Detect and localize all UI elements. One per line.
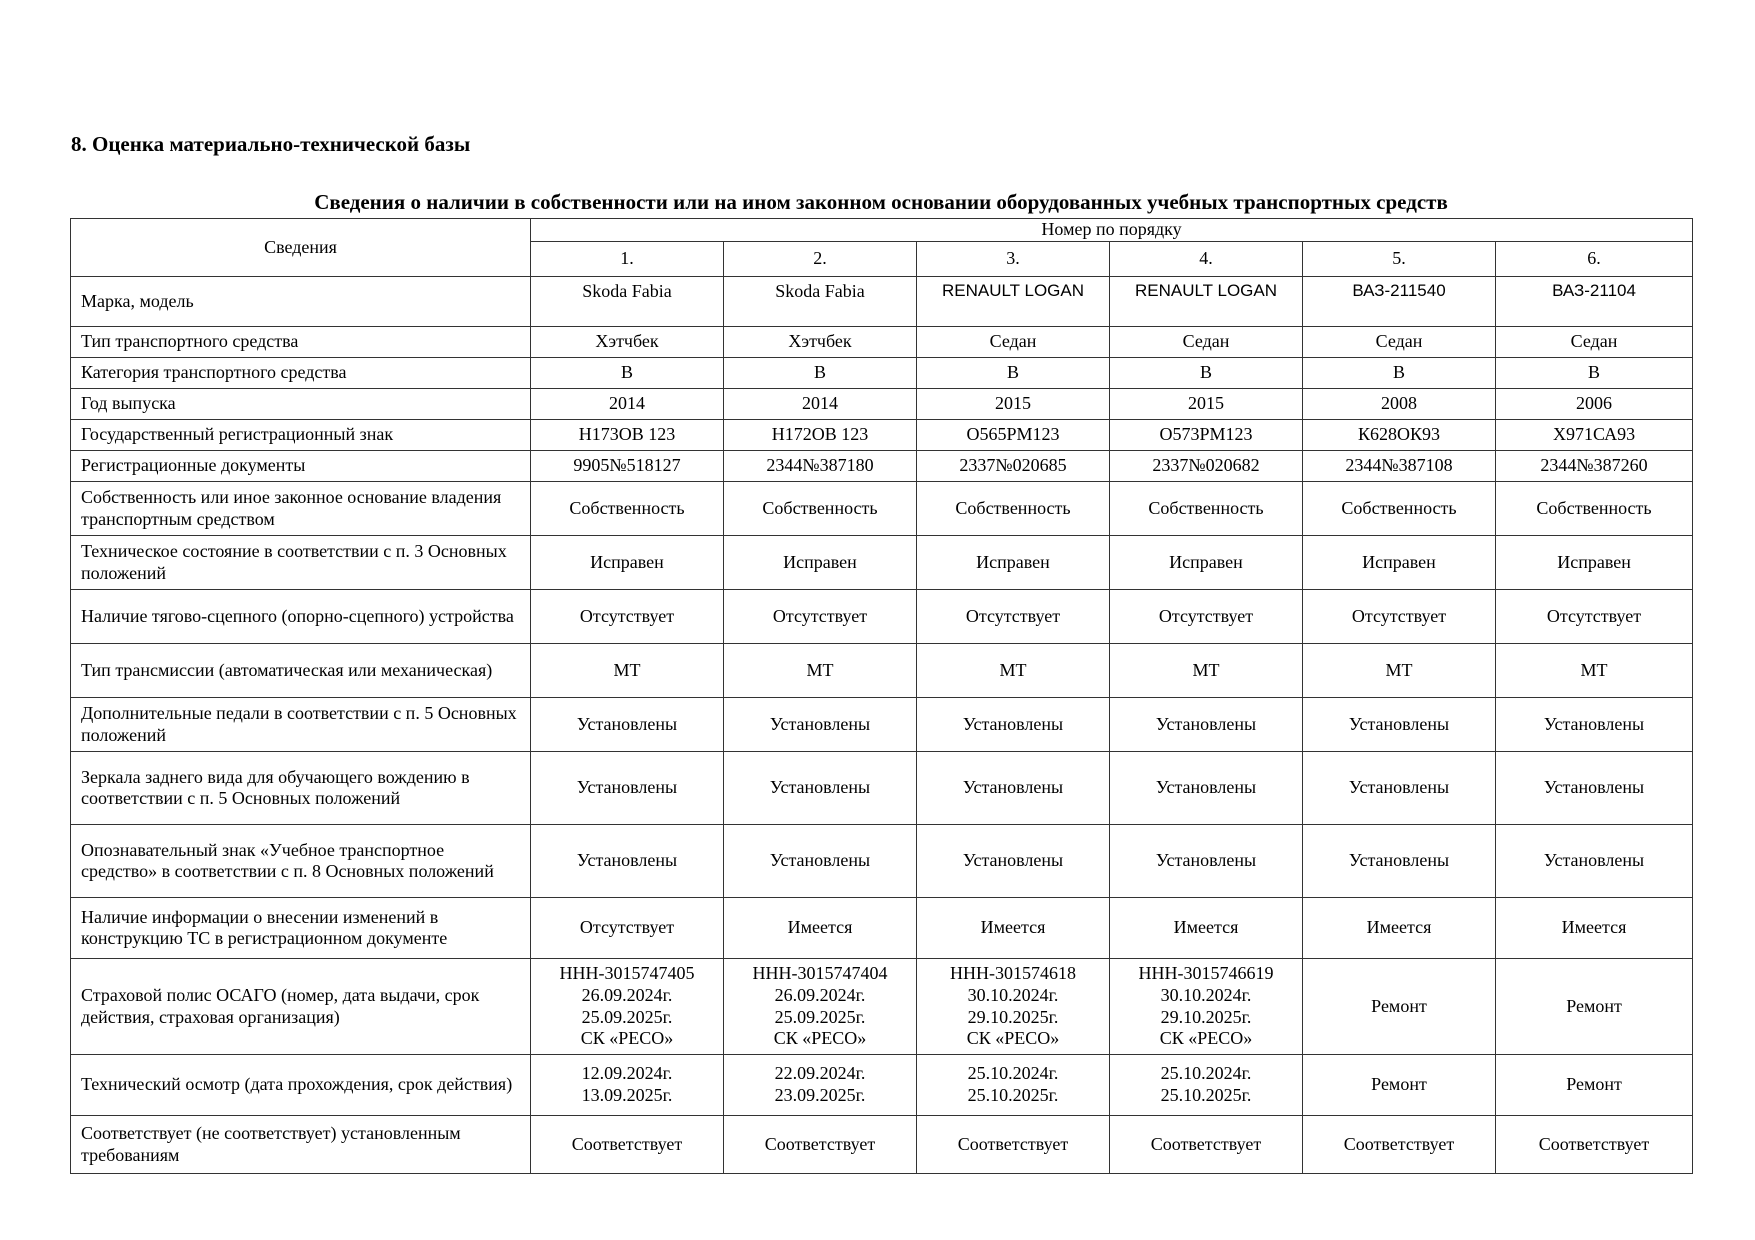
- table-row: [71, 752, 1693, 825]
- value-line: 29.10.2025г.: [1160, 1006, 1252, 1027]
- value-cell: 2015: [1110, 389, 1303, 420]
- value-cell: ВАЗ-211540: [1303, 277, 1496, 327]
- header-group-cell: Номер по порядку: [531, 219, 1693, 242]
- value-cell: Имеется: [724, 898, 917, 959]
- header-number-cell: 2.: [724, 242, 917, 277]
- value-cell: В: [724, 358, 917, 389]
- value-cell: [1496, 959, 1693, 1055]
- value-cell: Установлены: [531, 698, 724, 752]
- value-cell: Отсутствует: [724, 590, 917, 644]
- value-line: 25.10.2025г.: [1160, 1085, 1252, 1105]
- value-cell: Имеется: [1110, 898, 1303, 959]
- value-line: Ремонт: [1371, 995, 1427, 1016]
- header-row-group: [71, 219, 1693, 242]
- value-cell: О573РМ123: [1110, 420, 1303, 451]
- value-cell: [1303, 1055, 1496, 1116]
- value-cell: Отсутствует: [917, 590, 1110, 644]
- table-caption: Сведения о наличии в собственности или на ином законном основании оборудованных учебных транспортных средств: [314, 190, 1448, 214]
- value-cell: [917, 1055, 1110, 1116]
- value-cell: Соответствует: [917, 1116, 1110, 1174]
- value-cell: Отсутствует: [1496, 590, 1693, 644]
- value-line: 25.10.2025г.: [967, 1085, 1059, 1105]
- value-cell: [1303, 959, 1496, 1055]
- value-cell: Соответствует: [1110, 1116, 1303, 1174]
- value-cell: [1110, 959, 1303, 1055]
- table-row: [71, 898, 1693, 959]
- value-cell: Собственность: [1496, 482, 1693, 536]
- value-cell: Собственность: [724, 482, 917, 536]
- row-label-cell: Марка, модель: [71, 277, 531, 327]
- value-cell: Собственность: [917, 482, 1110, 536]
- header-number-cell: 3.: [917, 242, 1110, 277]
- value-cell: Установлены: [1303, 825, 1496, 898]
- value-cell: Исправен: [1496, 536, 1693, 590]
- row-label-cell: Категория транспортного средства: [71, 358, 531, 389]
- value-cell: 2014: [531, 389, 724, 420]
- row-label-cell: Регистрационные документы: [71, 451, 531, 482]
- value-cell: Установлены: [531, 752, 724, 825]
- value-cell: [531, 1055, 724, 1116]
- value-line: СК «РЕСО»: [773, 1028, 867, 1049]
- row-label-cell: Государственный регистрационный знак: [71, 420, 531, 451]
- value-cell: [1496, 1055, 1693, 1116]
- value-cell: Исправен: [531, 536, 724, 590]
- value-line: 26.09.2024г.: [581, 984, 673, 1005]
- value-cell: В: [917, 358, 1110, 389]
- value-cell: Седан: [1303, 327, 1496, 358]
- value-cell: 2014: [724, 389, 917, 420]
- table-row: [71, 536, 1693, 590]
- table-row: [71, 1055, 1693, 1116]
- value-cell: МТ: [531, 644, 724, 698]
- table-row: [71, 959, 1693, 1055]
- value-cell: [1110, 1055, 1303, 1116]
- value-line: Ремонт: [1371, 1074, 1427, 1095]
- value-cell: Собственность: [1303, 482, 1496, 536]
- header-number-cell: 1.: [531, 242, 724, 277]
- value-cell: В: [1496, 358, 1693, 389]
- value-cell: Skoda Fabia: [531, 277, 724, 327]
- table-row: [71, 420, 1693, 451]
- value-line: 12.09.2024г.: [581, 1063, 673, 1084]
- row-label-cell: Соответствует (не соответствует) установленным требованиям: [71, 1116, 531, 1174]
- row-label-cell: Наличие тягово-сцепного (опорно-сцепного) устройства: [71, 590, 531, 644]
- row-label-cell: Опознавательный знак «Учебное транспортное средство» в соответствии с п. 8 Основных положений: [71, 825, 531, 898]
- value-cell: Седан: [1110, 327, 1303, 358]
- value-line: 26.09.2024г.: [774, 984, 866, 1005]
- value-cell: Имеется: [917, 898, 1110, 959]
- value-cell: Установлены: [724, 698, 917, 752]
- value-cell: 2006: [1496, 389, 1693, 420]
- header-number-cell: 4.: [1110, 242, 1303, 277]
- table-row: [71, 327, 1693, 358]
- value-cell: Отсутствует: [531, 590, 724, 644]
- value-cell: Установлены: [1496, 698, 1693, 752]
- value-cell: МТ: [724, 644, 917, 698]
- value-cell: Имеется: [1496, 898, 1693, 959]
- value-line: 30.10.2024г.: [967, 984, 1059, 1005]
- row-label-cell: Тип транспортного средства: [71, 327, 531, 358]
- value-cell: В: [1303, 358, 1496, 389]
- value-cell: В: [531, 358, 724, 389]
- row-label-cell: Страховой полис ОСАГО (номер, дата выдачи, срок действия, страховая организация): [71, 959, 531, 1055]
- row-label-cell: Наличие информации о внесении изменений в конструкцию ТС в регистрационном документе: [71, 898, 531, 959]
- value-line: Ремонт: [1566, 1074, 1622, 1095]
- value-cell: Соответствует: [531, 1116, 724, 1174]
- row-label-cell: Собственность или иное законное основание владения транспортным средством: [71, 482, 531, 536]
- value-cell: Хэтчбек: [531, 327, 724, 358]
- value-cell: 9905№518127: [531, 451, 724, 482]
- value-cell: Исправен: [1303, 536, 1496, 590]
- value-cell: МТ: [1496, 644, 1693, 698]
- value-line: ННН-3015747405: [559, 963, 695, 984]
- value-cell: 2344№387260: [1496, 451, 1693, 482]
- vehicles-table: [70, 218, 1693, 1174]
- value-cell: Собственность: [1110, 482, 1303, 536]
- row-label-cell: Зеркала заднего вида для обучающего вождению в соответствии с п. 5 Основных положений: [71, 752, 531, 825]
- value-line: 25.09.2025г.: [774, 1006, 866, 1027]
- value-cell: Установлены: [1303, 698, 1496, 752]
- table-body: [71, 277, 1693, 1174]
- value-line: 23.09.2025г.: [774, 1085, 866, 1105]
- value-cell: Установлены: [1303, 752, 1496, 825]
- value-cell: [724, 959, 917, 1055]
- value-cell: Соответствует: [724, 1116, 917, 1174]
- value-cell: RENAULT LOGAN: [1110, 277, 1303, 327]
- header-number-cell: 6.: [1496, 242, 1693, 277]
- table-row: [71, 389, 1693, 420]
- value-cell: Отсутствует: [531, 898, 724, 959]
- section-heading: 8. Оценка материально-технической базы: [71, 132, 471, 156]
- value-cell: Собственность: [531, 482, 724, 536]
- row-label-cell: Дополнительные педали в соответствии с п. 5 Основных положений: [71, 698, 531, 752]
- table-row: [71, 482, 1693, 536]
- value-cell: 2008: [1303, 389, 1496, 420]
- table-row: [71, 1116, 1693, 1174]
- value-cell: 2337№020685: [917, 451, 1110, 482]
- value-cell: Установлены: [724, 752, 917, 825]
- value-cell: Соответствует: [1303, 1116, 1496, 1174]
- value-cell: Н173ОВ 123: [531, 420, 724, 451]
- value-line: 13.09.2025г.: [581, 1085, 673, 1105]
- value-cell: Отсутствует: [1303, 590, 1496, 644]
- value-cell: 2344№387108: [1303, 451, 1496, 482]
- table-header: [71, 219, 1693, 277]
- row-label-cell: Техническое состояние в соответствии с п. 3 Основных положений: [71, 536, 531, 590]
- value-cell: [531, 959, 724, 1055]
- value-cell: Установлены: [917, 698, 1110, 752]
- value-line: 30.10.2024г.: [1160, 984, 1252, 1005]
- row-label-cell: Технический осмотр (дата прохождения, срок действия): [71, 1055, 531, 1116]
- value-line: 22.09.2024г.: [774, 1063, 866, 1084]
- value-line: Ремонт: [1566, 995, 1622, 1016]
- value-cell: ВАЗ-21104: [1496, 277, 1693, 327]
- value-cell: Имеется: [1303, 898, 1496, 959]
- value-line: ННН-3015746619: [1138, 963, 1274, 984]
- value-cell: Н172ОВ 123: [724, 420, 917, 451]
- value-cell: Установлены: [1110, 825, 1303, 898]
- value-cell: Установлены: [1496, 752, 1693, 825]
- value-line: СК «РЕСО»: [966, 1028, 1060, 1049]
- value-cell: В: [1110, 358, 1303, 389]
- value-cell: Исправен: [917, 536, 1110, 590]
- table-row: [71, 698, 1693, 752]
- value-cell: Седан: [1496, 327, 1693, 358]
- value-line: ННН-301574618: [950, 963, 1076, 984]
- value-cell: Skoda Fabia: [724, 277, 917, 327]
- header-number-cell: 5.: [1303, 242, 1496, 277]
- value-cell: МТ: [1110, 644, 1303, 698]
- value-line: СК «РЕСО»: [580, 1028, 674, 1049]
- value-line: СК «РЕСО»: [1159, 1028, 1253, 1049]
- value-cell: Исправен: [1110, 536, 1303, 590]
- value-cell: Отсутствует: [1110, 590, 1303, 644]
- value-cell: [917, 959, 1110, 1055]
- value-cell: Установлены: [1496, 825, 1693, 898]
- value-cell: [724, 1055, 917, 1116]
- value-cell: 2344№387180: [724, 451, 917, 482]
- value-cell: Установлены: [917, 825, 1110, 898]
- value-line: 29.10.2025г.: [967, 1006, 1059, 1027]
- value-line: ННН-3015747404: [752, 963, 888, 984]
- value-cell: Х971СА93: [1496, 420, 1693, 451]
- value-cell: 2015: [917, 389, 1110, 420]
- row-label-cell: Тип трансмиссии (автоматическая или механическая): [71, 644, 531, 698]
- value-cell: RENAULT LOGAN: [917, 277, 1110, 327]
- value-cell: 2337№020682: [1110, 451, 1303, 482]
- value-cell: Установлены: [1110, 698, 1303, 752]
- value-cell: К628ОК93: [1303, 420, 1496, 451]
- value-cell: Установлены: [724, 825, 917, 898]
- table-row: [71, 358, 1693, 389]
- table-row: [71, 825, 1693, 898]
- value-line: 25.10.2024г.: [1160, 1063, 1252, 1084]
- value-cell: О565РМ123: [917, 420, 1110, 451]
- value-cell: Установлены: [917, 752, 1110, 825]
- value-cell: Исправен: [724, 536, 917, 590]
- table-row: [71, 277, 1693, 327]
- value-line: 25.09.2025г.: [581, 1006, 673, 1027]
- value-cell: Хэтчбек: [724, 327, 917, 358]
- value-cell: МТ: [1303, 644, 1496, 698]
- table-row: [71, 644, 1693, 698]
- value-cell: Седан: [917, 327, 1110, 358]
- value-cell: МТ: [917, 644, 1110, 698]
- row-label-cell: Год выпуска: [71, 389, 531, 420]
- header-label-cell: Сведения: [71, 219, 531, 277]
- value-line: 25.10.2024г.: [967, 1063, 1059, 1084]
- value-cell: Установлены: [531, 825, 724, 898]
- table-row: [71, 590, 1693, 644]
- table-row: [71, 451, 1693, 482]
- value-cell: Установлены: [1110, 752, 1303, 825]
- value-cell: Соответствует: [1496, 1116, 1693, 1174]
